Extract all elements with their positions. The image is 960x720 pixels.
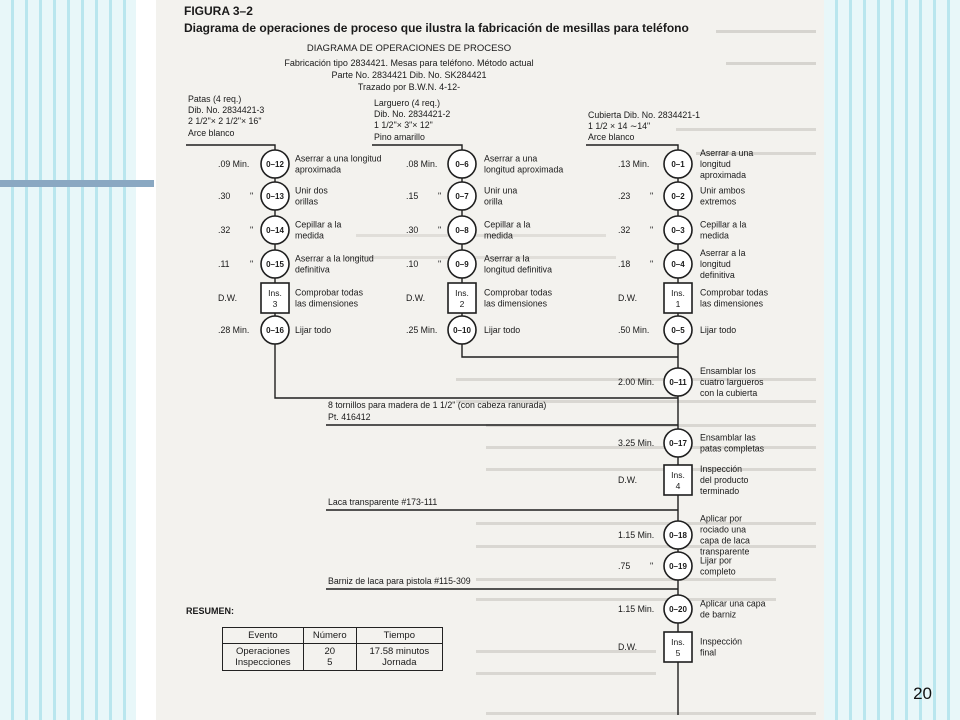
process-step — [618, 552, 736, 580]
step-description: cuatro largueros — [700, 377, 764, 387]
step-time: .23 — [618, 191, 631, 201]
operation-code: 0–3 — [671, 226, 685, 235]
step-time: .50 Min. — [618, 325, 650, 335]
ditto-mark: " — [250, 259, 254, 269]
step-description: Comprobar todas — [484, 287, 552, 298]
step-description: medida — [700, 230, 729, 241]
step-description: Aserrar a la longitud — [295, 253, 374, 264]
summary-label: RESUMEN: — [186, 606, 235, 616]
process-step — [406, 250, 552, 278]
step-description: Cepillar a la — [295, 219, 342, 230]
summary-header-row — [223, 628, 443, 644]
step-time: .30 — [218, 191, 231, 201]
step-description: con la cubierta — [700, 388, 758, 398]
step-time: .18 — [618, 259, 631, 269]
process-step — [618, 248, 746, 280]
ditto-mark: " — [250, 225, 254, 235]
right-decorative-stripes — [824, 0, 960, 720]
summary-time: 17.58 minutos — [369, 646, 430, 657]
step-description: rociado una — [700, 524, 746, 535]
step-description: las dimensiones — [484, 298, 548, 309]
step-description: transparente — [700, 546, 750, 557]
operation-code: 0–20 — [669, 605, 687, 614]
step-time: .32 — [218, 225, 231, 235]
step-description: extremos — [700, 196, 737, 207]
step-description: Ensamblar las — [700, 432, 756, 443]
figure-label: FIGURA 3–2 — [184, 4, 253, 18]
chart-header-line-3: Trazado por B.W.N. 4-12- — [357, 82, 461, 92]
material-line: Patas (4 req.) — [188, 94, 242, 104]
ditto-mark: " — [438, 259, 442, 269]
screws-feed-label: 8 tornillos para madera de 1 1/2" (con cabeza ranurada) — [328, 400, 547, 410]
process-step — [406, 150, 563, 178]
operation-code: 0–16 — [266, 326, 284, 335]
process-step — [618, 429, 765, 457]
chart-title: DIAGRAMA DE OPERACIONES DE PROCESO — [306, 43, 512, 54]
step-description: aproximada — [700, 170, 746, 180]
step-time: D.W. — [618, 475, 638, 485]
operation-code: 0–9 — [455, 260, 469, 269]
operation-code: 0–4 — [671, 260, 685, 269]
process-step — [618, 148, 753, 180]
step-description: Cepillar a la — [700, 219, 747, 230]
step-time: .75 — [618, 561, 631, 571]
step-description: longitud — [700, 259, 731, 269]
summary-numbers-cell — [303, 644, 356, 671]
summary-body-row — [223, 644, 443, 671]
material-line: 1 1/2"× 3"× 12" — [374, 120, 433, 130]
operation-code: 0–11 — [669, 378, 687, 387]
operation-code: 0–7 — [455, 192, 469, 201]
process-step — [618, 366, 764, 398]
material-line: 2 1/2"× 2 1/2"× 16" — [188, 116, 262, 126]
operation-code: 0–12 — [266, 160, 284, 169]
ditto-mark: " — [438, 191, 442, 201]
inspection-code: Ins. — [671, 470, 685, 480]
chart-header-line-2: Parte No. 2834421 Dib. No. SK284421 — [331, 70, 487, 80]
step-description: Lijar todo — [484, 325, 521, 335]
material-line: Dib. No. 2834421-2 — [374, 109, 451, 119]
step-description: Aserrar a una — [484, 153, 538, 164]
step-time: .09 Min. — [218, 159, 250, 169]
step-description: Aserrar a la — [484, 253, 530, 264]
process-step — [218, 316, 331, 344]
page-number: 20 — [913, 684, 932, 703]
process-step — [618, 514, 750, 557]
inspection-code: Ins. — [671, 637, 685, 647]
inspection-code: 2 — [459, 299, 465, 309]
summary-event: Inspecciones — [235, 657, 291, 668]
operation-code: 0–5 — [671, 326, 685, 335]
step-description: longitud definitiva — [484, 264, 552, 275]
inspection-code: Ins. — [671, 288, 685, 298]
step-description: Aplicar una capa — [700, 598, 766, 609]
step-description: Unir dos — [295, 185, 328, 196]
figure-caption: Diagrama de operaciones de proceso que ilustra la fabricación de mesillas para teléfono — [184, 21, 689, 35]
operation-code: 0–19 — [669, 562, 687, 571]
ditto-mark: " — [650, 191, 654, 201]
material-line: Cubierta Dib. No. 2834421-1 — [588, 110, 700, 120]
material-line: Dib. No. 2834421-3 — [188, 105, 265, 115]
scanned-page — [156, 0, 824, 720]
step-description: Aplicar por — [700, 513, 743, 524]
step-time: 3.25 Min. — [618, 438, 655, 448]
inspection-code: Ins. — [455, 288, 469, 298]
summary-header-time: Tiempo — [356, 628, 442, 644]
summary-header-number: Número — [303, 628, 356, 644]
step-time: .30 — [406, 225, 419, 235]
step-description: Unir ambos — [700, 185, 745, 196]
step-description: orilla — [484, 196, 503, 207]
step-time: .28 Min. — [218, 325, 250, 335]
step-time: .13 Min. — [618, 159, 650, 169]
ditto-mark: " — [650, 561, 654, 571]
material-line: Pino amarillo — [374, 132, 425, 142]
material-line: Arce blanco — [188, 128, 235, 138]
operation-code: 0–8 — [455, 226, 469, 235]
step-description: Lijar por — [700, 555, 732, 566]
inspection-code: 4 — [675, 481, 681, 491]
step-time: D.W. — [406, 293, 426, 303]
step-time: .25 Min. — [406, 325, 438, 335]
step-description: Cepillar a la — [484, 219, 531, 230]
step-time: 1.15 Min. — [618, 604, 655, 614]
material-line: Larguero (4 req.) — [374, 98, 441, 108]
material-line: Arce blanco — [588, 132, 635, 142]
process-step — [618, 316, 736, 344]
operation-code: 0–2 — [671, 192, 685, 201]
process-operations-diagram — [156, 0, 824, 720]
step-time: .11 — [218, 259, 230, 269]
step-description: Comprobar todas — [700, 287, 768, 298]
process-step — [218, 150, 382, 178]
step-time: .15 — [406, 191, 419, 201]
step-description: medida — [295, 230, 324, 241]
step-description: Inspección — [700, 636, 743, 647]
process-step — [218, 216, 342, 244]
operation-code: 0–10 — [453, 326, 471, 335]
lacquer-feed-label: Laca transparente #173-111 — [328, 497, 438, 507]
step-description: Comprobar todas — [295, 287, 363, 298]
ditto-mark: " — [250, 191, 254, 201]
process-step — [406, 182, 517, 210]
inspection-code: 1 — [675, 299, 681, 309]
process-step — [218, 182, 328, 210]
step-time: 2.00 Min. — [618, 377, 655, 387]
step-description: las dimensiones — [700, 298, 764, 309]
step-time: .10 — [406, 259, 419, 269]
step-description: Aserrar a la — [700, 248, 746, 258]
step-time: D.W. — [618, 293, 638, 303]
left-decorative-stripes — [0, 0, 136, 720]
step-description: longitud — [700, 159, 731, 169]
process-step — [618, 182, 746, 210]
material-line: 1 1/2 × 14 ∼14" — [588, 121, 651, 131]
step-description: completo — [700, 566, 736, 577]
process-step — [618, 632, 742, 662]
step-description: Inspección — [700, 464, 743, 474]
step-description: Lijar todo — [295, 325, 332, 335]
process-step — [618, 283, 769, 313]
step-description: Unir una — [484, 185, 518, 196]
operation-code: 0–15 — [266, 260, 284, 269]
summary-events-cell — [223, 644, 304, 671]
process-step — [618, 216, 747, 244]
step-description: terminado — [700, 486, 740, 496]
summary-header-event: Evento — [223, 628, 304, 644]
material-legs — [188, 94, 264, 138]
step-description: Ensamblar los — [700, 366, 756, 376]
step-time: .32 — [618, 225, 631, 235]
process-step — [406, 283, 553, 313]
operation-code: 0–13 — [266, 192, 284, 201]
step-description: las dimensiones — [295, 298, 359, 309]
varnish-feed-label: Barniz de laca para pistola #115-309 — [328, 576, 471, 586]
summary-number: 5 — [327, 657, 333, 668]
operation-code: 0–18 — [669, 531, 687, 540]
inspection-code: 3 — [272, 299, 278, 309]
step-description: definitiva — [700, 270, 735, 280]
operation-code: 0–6 — [455, 160, 469, 169]
operation-code: 0–1 — [671, 160, 685, 169]
slide-accent-bar — [0, 180, 154, 187]
ditto-mark: " — [438, 225, 442, 235]
step-description: de barniz — [700, 609, 737, 620]
chart-header-line-1: Fabricación tipo 2834421. Mesas para teléfono. Método actual — [284, 58, 534, 68]
ditto-mark: " — [650, 225, 654, 235]
summary-time: Jornada — [382, 657, 417, 668]
step-description: longitud aproximada — [484, 164, 564, 175]
process-step — [406, 316, 520, 344]
step-description: Aserrar a una longitud — [295, 153, 382, 164]
step-description: Aserrar a una — [700, 148, 754, 158]
step-description: Lijar todo — [700, 325, 737, 335]
process-step — [218, 283, 364, 313]
summary-event: Operaciones — [235, 646, 290, 657]
step-description: final — [700, 647, 717, 658]
step-time: 1.15 Min. — [618, 530, 655, 540]
step-description: patas completas — [700, 443, 765, 454]
inspection-code: 5 — [675, 648, 681, 658]
summary-table — [222, 627, 443, 671]
operation-code: 0–14 — [266, 226, 284, 235]
step-description: medida — [484, 230, 513, 241]
screws-part-label: Pt. 416412 — [328, 412, 371, 422]
step-time: D.W. — [218, 293, 238, 303]
step-description: del producto — [700, 475, 749, 485]
step-time: .08 Min. — [406, 159, 438, 169]
ditto-mark: " — [650, 259, 654, 269]
step-time: D.W. — [618, 642, 638, 652]
material-rails — [374, 98, 450, 142]
step-description: definitiva — [295, 264, 330, 275]
summary-number: 20 — [324, 646, 336, 657]
process-step — [218, 250, 374, 278]
material-top — [588, 110, 700, 142]
step-description: aproximada — [295, 164, 341, 175]
process-step — [406, 216, 531, 244]
summary-times-cell — [356, 644, 442, 671]
inspection-code: Ins. — [268, 288, 282, 298]
step-description: capa de laca — [700, 535, 750, 546]
operation-code: 0–17 — [669, 439, 687, 448]
step-description: orillas — [295, 196, 318, 207]
